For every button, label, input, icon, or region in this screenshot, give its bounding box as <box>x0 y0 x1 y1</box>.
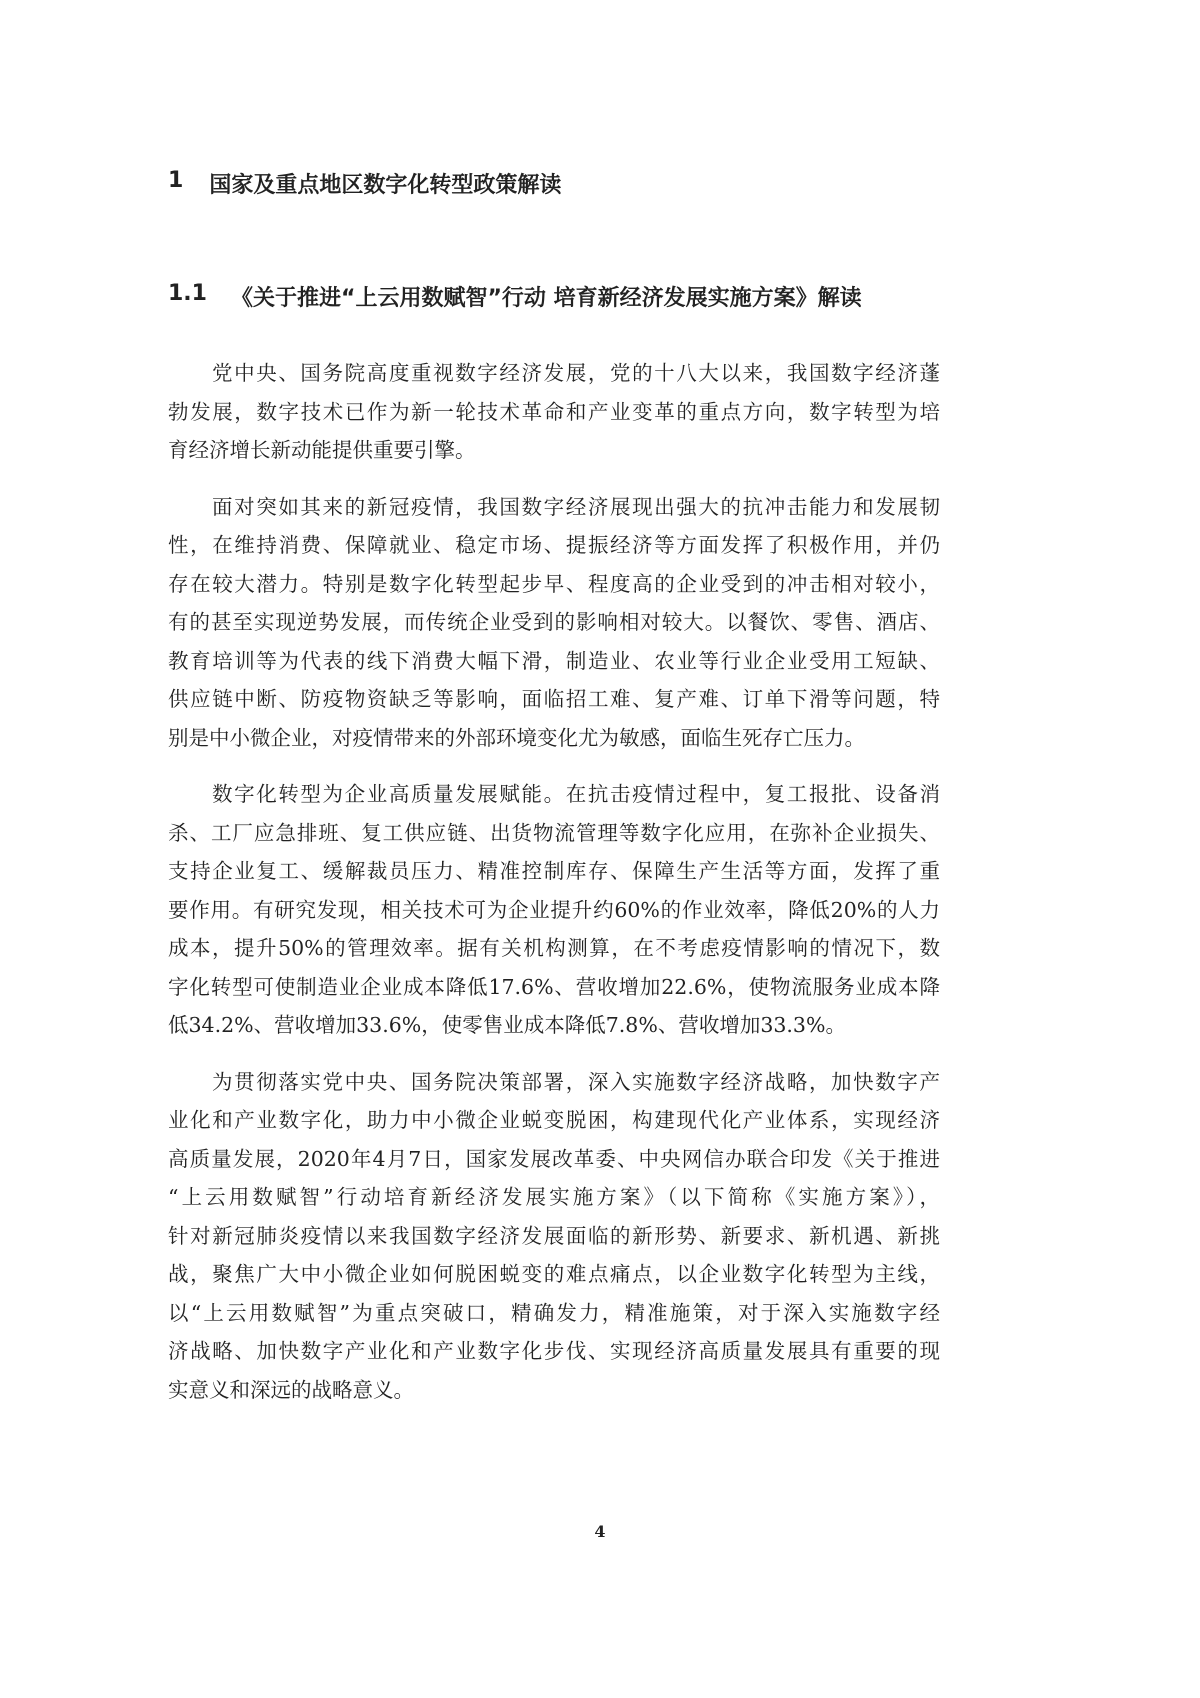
text-line: 数字化转型为企业高质量发展赋能。在抗击疫情过程中，复工报批、设备消 <box>212 782 940 806</box>
text-line: 别是中小微企业，对疫情带来的外部环境变化尤为敏感，面临生死存亡压力。 <box>168 725 865 750</box>
paragraph <box>168 354 940 470</box>
text-line: 性，在维持消费、保障就业、稳定市场、提振经济等方面发挥了积极作用，并仍 <box>168 533 940 557</box>
text-line: 教育培训等为代表的线下消费大幅下滑，制造业、农业等行业企业受用工短缺、 <box>168 648 940 673</box>
text-line: 针对新冠肺炎疫情以来我国数字经济发展面临的新形势、新要求、新机遇、新挑 <box>168 1223 940 1248</box>
text-line: 党中央、国务院高度重视数字经济发展，党的十八大以来，我国数字经济蓬 <box>212 361 940 385</box>
text-line: 面对突如其来的新冠疫情，我国数字经济展现出强大的抗冲击能力和发展韧 <box>212 494 940 519</box>
text-line: 高质量发展，2020年4月7日，国家发展改革委、中央网信办联合印发《关于推进 <box>168 1146 940 1171</box>
text-line: 有的甚至实现逆势发展，而传统企业受到的影响相对较大。以餐饮、零售、酒店、 <box>168 610 940 634</box>
paragraph <box>168 1063 940 1410</box>
text-line: 勃发展，数字技术已作为新一轮技术革命和产业变革的重点方向，数字转型为培 <box>168 399 940 424</box>
text-line: 低34.2%、营收增加33.6%，使零售业成本降低7.8%、营收增加33.3%。 <box>168 1013 846 1037</box>
text-line: 杀、工厂应急排班、复工供应链、出货物流管理等数字化应用，在弥补企业损失、 <box>168 820 940 845</box>
text-line: “上云用数赋智”行动培育新经济发展实施方案》（以下简称《实施方案》）， <box>168 1185 940 1209</box>
text-line: 济战略、加快数字产业化和产业数字化步伐、实现经济高质量发展具有重要的现 <box>168 1339 940 1363</box>
page-number: 4 <box>594 1522 606 1541</box>
text-line: 供应链中断、防疫物资缺乏等影响，面临招工难、复产难、订单下滑等问题，特 <box>168 687 940 711</box>
text-line: 支持企业复工、缓解裁员压力、精准控制库存、保障生产生活等方面，发挥了重 <box>168 859 940 883</box>
section-heading <box>168 168 561 199</box>
body-text <box>168 354 940 1427</box>
subsection-title: 《关于推进“上云用数赋智”行动 培育新经济发展实施方案》解读 <box>230 286 862 311</box>
text-line: 以“上云用数赋智”为重点突破口，精确发力，精准施策，对于深入实施数字经 <box>168 1300 940 1325</box>
section-title: 国家及重点地区数字化转型政策解读 <box>209 173 562 198</box>
text-line: 存在较大潜力。特别是数字化转型起步早、程度高的企业受到的冲击相对较小， <box>168 571 940 596</box>
subsection-heading <box>168 281 862 312</box>
text-line: 要作用。有研究发现，相关技术可为企业提升约60%的作业效率，降低20%的人力 <box>168 897 940 922</box>
text-line: 成本，提升50%的管理效率。据有关机构测算，在不考虑疫情影响的情况下，数 <box>168 936 940 960</box>
text-line: 战，聚焦广大中小微企业如何脱困蜕变的难点痛点，以企业数字化转型为主线， <box>168 1262 940 1286</box>
section-number: 1 <box>168 168 184 193</box>
text-line: 字化转型可使制造业企业成本降低17.6%、营收增加22.6%，使物流服务业成本降 <box>168 974 940 999</box>
paragraph <box>168 775 940 1045</box>
subsection-number: 1.1 <box>168 281 207 306</box>
text-line: 业化和产业数字化，助力中小微企业蜕变脱困，构建现代化产业体系，实现经济 <box>168 1108 940 1132</box>
text-line: 实意义和深远的战略意义。 <box>168 1377 414 1402</box>
text-line: 育经济增长新动能提供重要引擎。 <box>168 438 476 462</box>
text-line: 为贯彻落实党中央、国务院决策部署，深入实施数字经济战略，加快数字产 <box>212 1069 940 1094</box>
paragraph <box>168 488 940 758</box>
